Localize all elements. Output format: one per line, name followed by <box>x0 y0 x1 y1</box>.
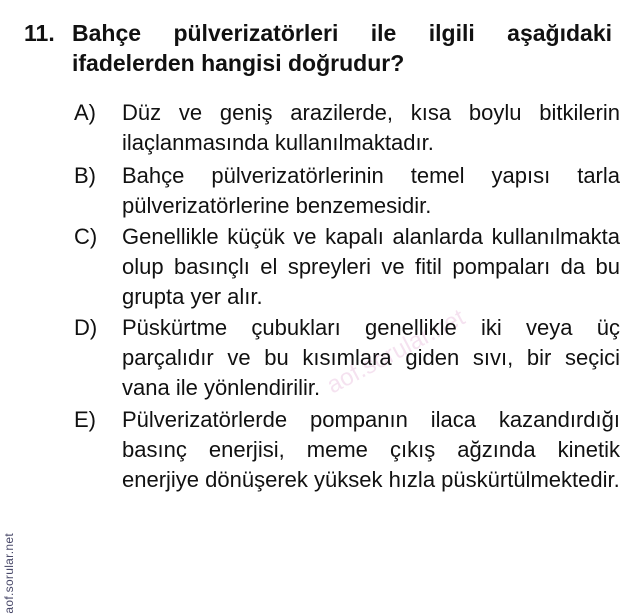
option-d-letter: D) <box>74 315 98 340</box>
option-d[interactable] <box>74 313 620 403</box>
option-b-text: Bahçe pülverizatörlerinin temel yapısı tarla pülverizatörlerine benzemesidir. <box>122 163 620 218</box>
option-c-text: Genellikle küçük ve kapalı alanlarda kullanılmakta olup basınçlı el spreyleri ve fitil pompaları da bu grupta yer alır. <box>122 224 620 309</box>
option-c-letter: C) <box>74 224 98 249</box>
option-b-letter: B) <box>74 163 96 188</box>
option-a[interactable] <box>74 98 620 158</box>
side-watermark: aof.sorular.net <box>2 533 16 614</box>
option-e-letter: E) <box>74 407 96 432</box>
question-block <box>24 18 624 78</box>
option-b[interactable] <box>74 161 620 221</box>
option-e-text: Pülverizatörlerde pompanın ilaca kazandırdığı basınç enerjisi, meme çıkış ağzında kinetik enerjiye dönüşerek yüksek hızla püskürtülmektedir. <box>122 407 620 492</box>
option-c[interactable] <box>74 222 620 312</box>
option-a-letter: A) <box>74 100 96 125</box>
question-text: Bahçe pülverizatörleri ile ilgili aşağıdaki ifadelerden hangisi doğrudur? <box>72 20 612 76</box>
option-e[interactable] <box>74 405 620 495</box>
question-header <box>24 18 624 78</box>
question-number: 11. <box>24 20 55 46</box>
center-watermark: aof.sorular.net <box>322 303 470 400</box>
answer-options <box>74 98 620 495</box>
option-d-text: Püskürtme çubukları genellikle iki veya üç parçalıdır ve bu kısımlara giden sıvı, bir seçici vana ile yönlendirilir. <box>122 315 620 400</box>
option-a-text: Düz ve geniş arazilerde, kısa boylu bitkilerin ilaçlanmasında kullanılmaktadır. <box>122 100 620 155</box>
